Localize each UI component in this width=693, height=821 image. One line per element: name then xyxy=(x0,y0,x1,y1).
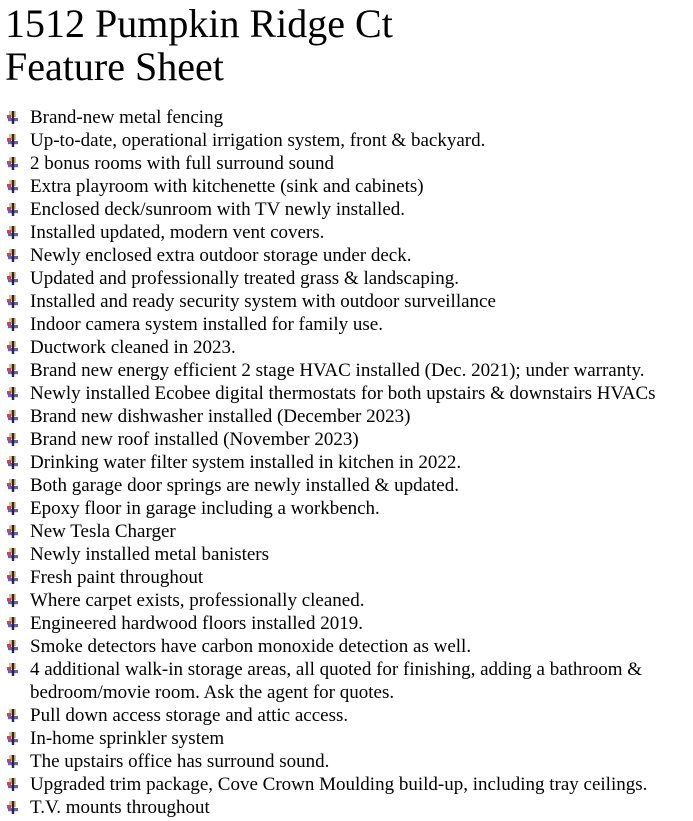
colored-arrow-bullet-icon xyxy=(7,709,19,723)
feature-item xyxy=(5,497,693,520)
feature-text: Newly installed Ecobee digital thermostats for both upstairs & downstairs HVACs xyxy=(30,383,656,404)
feature-item xyxy=(5,152,693,175)
colored-arrow-bullet-icon xyxy=(7,364,19,378)
feature-item xyxy=(5,566,693,589)
colored-arrow-bullet-icon xyxy=(7,571,19,585)
feature-item xyxy=(5,221,693,244)
colored-arrow-bullet-icon xyxy=(7,226,19,240)
feature-text: Engineered hardwood floors installed 2019. xyxy=(30,613,363,634)
colored-arrow-bullet-icon xyxy=(7,180,19,194)
feature-item xyxy=(5,336,693,359)
feature-item xyxy=(5,773,693,796)
feature-item xyxy=(5,129,693,152)
feature-text: Upgraded trim package, Cove Crown Moulding build-up, including tray ceilings. xyxy=(30,774,648,795)
colored-arrow-bullet-icon xyxy=(7,456,19,470)
feature-item xyxy=(5,313,693,336)
feature-item xyxy=(5,727,693,750)
feature-text: T.V. mounts throughout xyxy=(30,797,210,818)
colored-arrow-bullet-icon xyxy=(7,755,19,769)
feature-text: Indoor camera system installed for family use. xyxy=(30,314,383,335)
feature-item xyxy=(5,428,693,451)
feature-text: Enclosed deck/sunroom with TV newly installed. xyxy=(30,199,406,220)
feature-text: Pull down access storage and attic access. xyxy=(30,705,349,726)
feature-text: Where carpet exists, professionally cleaned. xyxy=(30,590,365,611)
feature-item xyxy=(5,658,693,704)
feature-item xyxy=(5,267,693,290)
colored-arrow-bullet-icon xyxy=(7,640,19,654)
colored-arrow-bullet-icon xyxy=(7,617,19,631)
feature-item xyxy=(5,359,693,382)
colored-arrow-bullet-icon xyxy=(7,663,19,677)
colored-arrow-bullet-icon xyxy=(7,387,19,401)
feature-text: Brand new dishwasher installed (December 2023) xyxy=(30,406,411,427)
colored-arrow-bullet-icon xyxy=(7,479,19,493)
colored-arrow-bullet-icon xyxy=(7,778,19,792)
feature-item xyxy=(5,635,693,658)
title-address: 1512 Pumpkin Ridge Ct xyxy=(5,1,393,46)
feature-item xyxy=(5,244,693,267)
feature-item xyxy=(5,474,693,497)
feature-item xyxy=(5,543,693,566)
feature-item xyxy=(5,704,693,727)
colored-arrow-bullet-icon xyxy=(7,801,19,815)
feature-text: Updated and professionally treated grass & landscaping. xyxy=(30,268,459,289)
feature-text: 2 bonus rooms with full surround sound xyxy=(30,153,334,174)
feature-text: Ductwork cleaned in 2023. xyxy=(30,337,236,358)
feature-text: Smoke detectors have carbon monoxide detection as well. xyxy=(30,636,472,657)
colored-arrow-bullet-icon xyxy=(7,157,19,171)
colored-arrow-bullet-icon xyxy=(7,433,19,447)
feature-item xyxy=(5,405,693,428)
feature-item xyxy=(5,796,693,819)
colored-arrow-bullet-icon xyxy=(7,111,19,125)
feature-text: Fresh paint throughout xyxy=(30,567,204,588)
colored-arrow-bullet-icon xyxy=(7,502,19,516)
colored-arrow-bullet-icon xyxy=(7,203,19,217)
feature-item xyxy=(5,175,693,198)
colored-arrow-bullet-icon xyxy=(7,548,19,562)
feature-text: Installed updated, modern vent covers. xyxy=(30,222,325,243)
colored-arrow-bullet-icon xyxy=(7,525,19,539)
colored-arrow-bullet-icon xyxy=(7,341,19,355)
colored-arrow-bullet-icon xyxy=(7,410,19,424)
colored-arrow-bullet-icon xyxy=(7,134,19,148)
feature-item xyxy=(5,750,693,773)
feature-item xyxy=(5,106,693,129)
colored-arrow-bullet-icon xyxy=(7,249,19,263)
feature-list xyxy=(0,106,693,819)
feature-item xyxy=(5,290,693,313)
feature-item xyxy=(5,198,693,221)
feature-item xyxy=(5,382,693,405)
feature-text: The upstairs office has surround sound. xyxy=(30,751,330,772)
colored-arrow-bullet-icon xyxy=(7,272,19,286)
title-subtitle: Feature Sheet xyxy=(5,44,224,89)
feature-text: Brand-new metal fencing xyxy=(30,107,224,128)
feature-text: Up-to-date, operational irrigation system, front & backyard. xyxy=(30,130,486,151)
colored-arrow-bullet-icon xyxy=(7,318,19,332)
feature-item xyxy=(5,589,693,612)
feature-text: Both garage door springs are newly installed & updated. xyxy=(30,475,459,496)
feature-item xyxy=(5,612,693,635)
feature-text: New Tesla Charger xyxy=(30,521,176,542)
feature-text: Epoxy floor in garage including a workbench. xyxy=(30,498,380,519)
feature-text: Brand new roof installed (November 2023) xyxy=(30,429,359,450)
colored-arrow-bullet-icon xyxy=(7,594,19,608)
feature-text: 4 additional walk-in storage areas, all quoted for finishing, adding a bathroom & bedroom/movie room. Ask the agent for quotes. xyxy=(30,659,643,703)
feature-text: Drinking water filter system installed in kitchen in 2022. xyxy=(30,452,462,473)
colored-arrow-bullet-icon xyxy=(7,732,19,746)
feature-text: Newly enclosed extra outdoor storage under deck. xyxy=(30,245,412,266)
feature-text: Newly installed metal banisters xyxy=(30,544,270,565)
feature-text: Installed and ready security system with outdoor surveillance xyxy=(30,291,496,312)
feature-text: In-home sprinkler system xyxy=(30,728,225,749)
feature-item xyxy=(5,520,693,543)
colored-arrow-bullet-icon xyxy=(7,295,19,309)
page-title xyxy=(0,0,693,88)
feature-text: Brand new energy efficient 2 stage HVAC installed (Dec. 2021); under warranty. xyxy=(30,360,645,381)
feature-item xyxy=(5,451,693,474)
feature-text: Extra playroom with kitchenette (sink and cabinets) xyxy=(30,176,424,197)
